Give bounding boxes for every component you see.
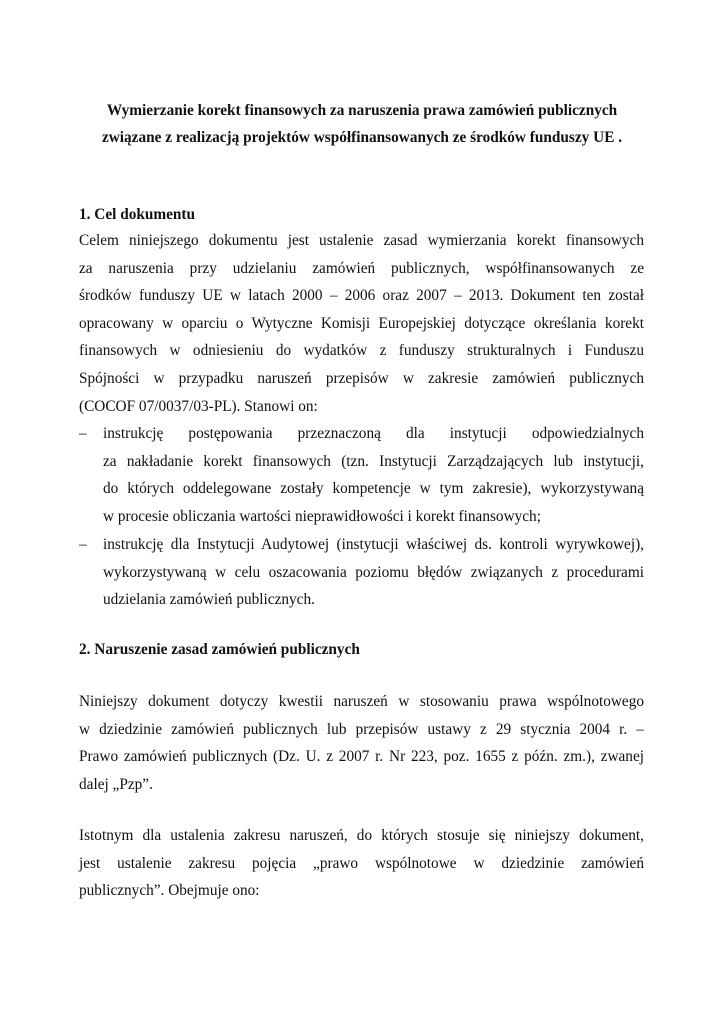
bullet-marker-2: – <box>79 536 87 553</box>
bullet-item-2 <box>103 531 644 614</box>
section-2-paragraph-1 <box>79 688 644 798</box>
text-line: (COCOF 07/0037/03-PL). Stanowi on: <box>79 397 318 415</box>
text-line: finansowych w odniesieniu do wydatków z funduszy strukturalnych i Funduszu <box>79 342 644 360</box>
text-line: za naruszenia przy udzielaniu zamówień publicznych, współfinansowanych ze <box>79 259 644 277</box>
text-line: środków funduszy UE w latach 2000 – 2006 oraz 2007 – 2013. Dokument ten został <box>79 287 644 305</box>
text-line: w procesie obliczania wartości nieprawidłowości i korekt finansowych; <box>103 507 541 525</box>
text-line: instrukcję postępowania przeznaczoną dla instytucji odpowiedzialnych <box>103 425 644 442</box>
bullet-item-1 <box>103 420 644 530</box>
text-line: opracowany w oparciu o Wytyczne Komisji Europejskiej dotyczące określania korekt <box>79 314 644 332</box>
text-line: publicznych”. Obejmuje ono: <box>79 882 260 900</box>
text-line: w dziedzinie zamówień publicznych lub przepisów ustawy z 29 stycznia 2004 r. – <box>79 720 644 738</box>
text-line: za nakładanie korekt finansowych (tzn. Instytucji Zarządzających lub instytucji, <box>103 452 644 470</box>
text-line: instrukcję dla Instytucji Audytowej (instytucji właściwej ds. kontroli wyrywkowej), <box>103 536 644 553</box>
title-line-2: związane z realizacją projektów współfinansowanych ze środków funduszy UE . <box>101 129 623 146</box>
text-line: Prawo zamówień publicznych (Dz. U. z 2007 r. Nr 223, poz. 1655 z późn. zm.), zwanej <box>79 748 644 766</box>
section-2-paragraph-2 <box>79 822 644 905</box>
text-line: Niniejszy dokument dotyczy kwestii naruszeń w stosowaniu prawa wspólnotowego <box>79 693 644 710</box>
text-line: Istotnym dla ustalenia zakresu naruszeń, do których stosuje się niniejszy dokument, <box>79 827 644 844</box>
text-line: wykorzystywaną w celu oszacowania poziomu błędów związanych z procedurami <box>103 563 644 581</box>
bullet-marker-1: – <box>79 425 87 442</box>
text-line: Spójności w przypadku naruszeń przepisów w zakresie zamówień publicznych <box>79 369 644 387</box>
document-title <box>60 97 664 151</box>
title-line-1: Wymierzanie korekt finansowych za naruszenia prawa zamówień publicznych <box>106 102 618 119</box>
text-line: jest ustalenie zakresu pojęcia „prawo wspólnotowe w dziedzinie zamówień <box>79 854 644 872</box>
section-2-heading: 2. Naruszenie zasad zamówień publicznych <box>79 641 360 658</box>
section-1-heading: 1. Cel dokumentu <box>79 206 196 223</box>
text-line: do których oddelegowane zostały kompetencje w tym zakresie), wykorzystywaną <box>103 480 644 498</box>
text-line: dalej „Pzp”. <box>79 775 153 793</box>
text-line: udzielania zamówień publicznych. <box>103 591 315 609</box>
text-line: Celem niniejszego dokumentu jest ustalenie zasad wymierzania korekt finansowych <box>79 232 644 249</box>
section-1-intro <box>79 227 644 420</box>
